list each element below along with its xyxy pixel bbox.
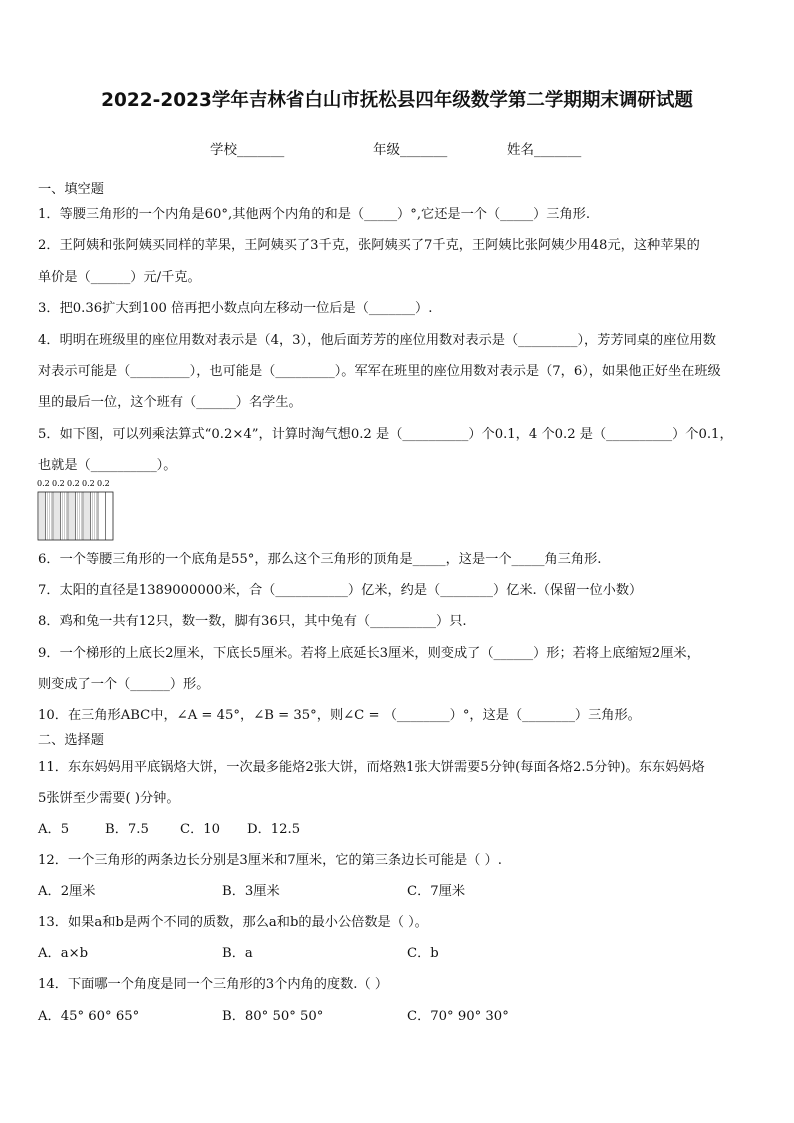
question-9-line-2: 则变成了一个（______）形。 [38, 677, 210, 692]
option-b[interactable]: B．a [222, 946, 253, 961]
question-3: 3．把0.36扩大到100 倍再把小数点向左移动一位后是（_______）. [38, 301, 433, 316]
option-b[interactable]: B．7.5 [105, 822, 149, 837]
option-c[interactable]: C．7厘米 [407, 884, 466, 899]
option-a[interactable]: A．45° 60° 65° [38, 1009, 140, 1024]
option-c[interactable]: C．10 [180, 822, 221, 837]
figure-label-3: 0.2 [67, 479, 80, 488]
page-title: 2022-2023学年吉林省白山市抚松县四年级数学第二学期期末调研试题 [101, 90, 693, 111]
question-11-line-1: 11．东东妈妈用平底锅烙大饼，一次最多能烙2张大饼，而烙熟1张大饼需要5分钟(每面各烙2.5分钟)。东东妈妈烙 [38, 760, 705, 775]
question-2-line-2: 单价是（______）元/千克。 [38, 270, 201, 285]
question-4-line-3: 里的最后一位，这个班有（______）名学生。 [38, 395, 302, 410]
option-d[interactable]: D．12.5 [247, 822, 301, 837]
question-13: 13．如果a和b是两个不同的质数，那么a和b的最小公倍数是（ ）。 [38, 915, 428, 930]
option-a[interactable]: A．a×b [38, 946, 89, 961]
question-1: 1．等腰三角形的一个内角是60°,其他两个内角的和是（_____）°,它还是一个（_____）三角形. [38, 207, 591, 222]
question-8: 8．鸡和兔一共有12只，数一数，脚有36只，其中兔有（__________）只. [38, 614, 467, 629]
question-10: 10．在三角形ABC中，∠A = 45°，∠B = 35°，则∠C = （________）°，这是（________）三角形。 [38, 708, 641, 723]
option-b[interactable]: B．3厘米 [222, 884, 280, 899]
question-4-line-1: 4．明明在班级里的座位用数对表示是（4，3），他后面芳芳的座位用数对表示是（_________），芳芳同桌的座位用数 [38, 333, 716, 348]
option-a[interactable]: A．2厘米 [38, 884, 96, 899]
question-5-line-2: 也就是（__________）。 [38, 458, 177, 473]
option-c[interactable]: C．70° 90° 30° [407, 1009, 509, 1024]
section-heading-choice: 二、选择题 [38, 733, 104, 748]
question-11-line-2: 5张饼至少需要( )分钟。 [38, 791, 180, 806]
option-c[interactable]: C．b [407, 946, 439, 961]
figure-label-2: 0.2 [52, 479, 65, 488]
figure-label-1: 0.2 [37, 479, 50, 488]
name-field[interactable]: 姓名_______ [507, 142, 582, 158]
question-6: 6．一个等腰三角形的一个底角是55°，那么这个三角形的顶角是_____，这是一个_____角三角形. [38, 552, 602, 567]
decimal-strip-figure [37, 476, 117, 544]
section-heading-fill: 一、填空题 [38, 182, 104, 197]
question-7: 7．太阳的直径是1389000000米，合（___________）亿米，约是（________）亿米.（保留一位小数） [38, 583, 643, 598]
question-12: 12．一个三角形的两条边长分别是3厘米和7厘米，它的第三条边长可能是（ ）. [38, 853, 502, 868]
header-fields [0, 138, 794, 160]
figure-label-5: 0.2 [97, 479, 110, 488]
grade-field[interactable]: 年级_______ [373, 142, 448, 158]
question-5-line-1: 5．如下图，可以列乘法算式“0.2×4”，计算时淘气想0.2 是（__________）个0.1，4 个0.2 是（__________）个0.1， [38, 427, 733, 442]
option-a[interactable]: A．5 [38, 822, 70, 837]
question-4-line-2: 对表示可能是（_________），也可能是（_________）。军军在班里的座位用数对表示是（7，6），如果他正好坐在班级 [38, 364, 721, 379]
option-b[interactable]: B．80° 50° 50° [222, 1009, 324, 1024]
question-2-line-1: 2．王阿姨和张阿姨买同样的苹果，王阿姨买了3千克，张阿姨买了7千克，王阿姨比张阿姨少用48元，这种苹果的 [38, 238, 700, 253]
figure-label-4: 0.2 [82, 479, 95, 488]
question-14: 14．下面哪一个角度是同一个三角形的3个内角的度数.（ ） [38, 977, 389, 992]
school-field[interactable]: 学校_______ [210, 142, 285, 158]
question-9-line-1: 9．一个梯形的上底长2厘米，下底长5厘米。若将上底延长3厘米，则变成了（______）形；若将上底缩短2厘米， [38, 646, 700, 661]
